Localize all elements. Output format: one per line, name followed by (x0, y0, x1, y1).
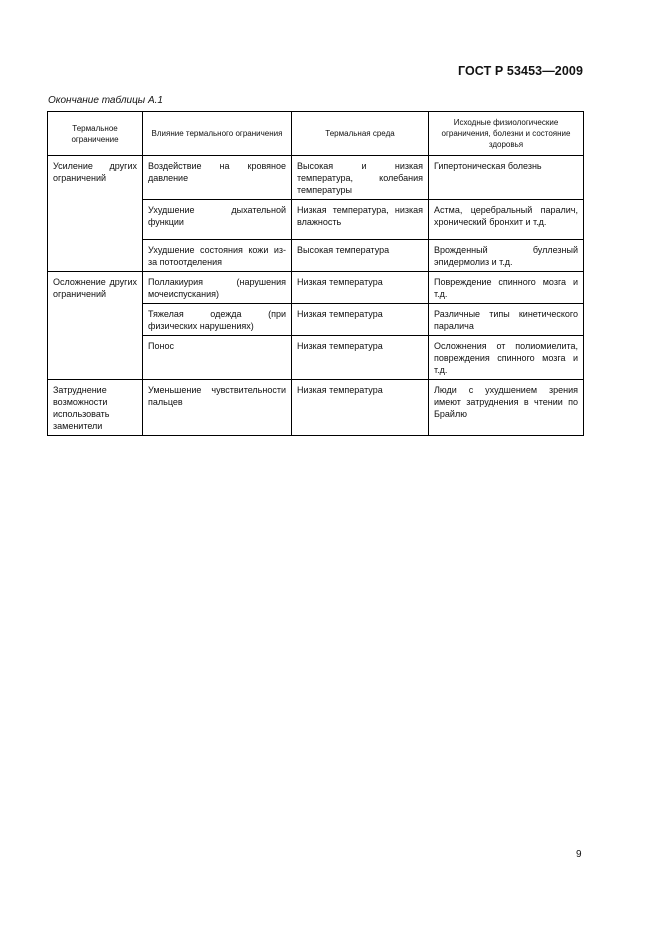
data-table (47, 111, 584, 436)
cell-effect: Тяжелая одежда (при физических нарушениях) (143, 304, 292, 336)
header-thermal-limitation: Термальное ограничение (48, 112, 143, 156)
cell-environment: Низкая температура (292, 336, 429, 380)
cell-limitation: Затруднение возможности использовать заменители (48, 380, 143, 436)
table-row (48, 156, 584, 200)
cell-limitation: Усиление других ограничений (48, 156, 143, 272)
cell-environment: Низкая температура (292, 304, 429, 336)
page-number: 9 (576, 849, 582, 860)
cell-effect: Понос (143, 336, 292, 380)
cell-environment: Высокая температура (292, 240, 429, 272)
cell-condition: Врожденный буллезный эпидермолиз и т.д. (429, 240, 584, 272)
cell-environment: Низкая температура (292, 272, 429, 304)
cell-effect: Воздействие на кровяное давление (143, 156, 292, 200)
cell-limitation: Осложнение других ограничений (48, 272, 143, 380)
header-thermal-environment: Термальная среда (292, 112, 429, 156)
cell-condition: Различные типы кинетического паралича (429, 304, 584, 336)
cell-effect: Ухудшение дыхательной функции (143, 200, 292, 240)
cell-condition: Люди с ухудшением зрения имеют затруднения в чтении по Брайлю (429, 380, 584, 436)
table-row (48, 380, 584, 436)
cell-condition: Повреждение спинного мозга и т.д. (429, 272, 584, 304)
cell-condition: Гипертоническая болезнь (429, 156, 584, 200)
table-row (48, 272, 584, 304)
table-header-row (48, 112, 584, 156)
document-title: ГОСТ Р 53453—2009 (457, 64, 583, 78)
cell-environment: Низкая температура, низкая влажность (292, 200, 429, 240)
cell-condition: Астма, церебральный паралич, хронический бронхит и т.д. (429, 200, 584, 240)
header-thermal-effect: Влияние термального ограничения (143, 112, 292, 156)
header-physiological-condition: Исходные физиологические ограничения, болезни и состояние здоровья (429, 112, 584, 156)
cell-environment: Высокая и низкая температура, колебания температуры (292, 156, 429, 200)
cell-effect: Поллакиурия (нарушения мочеиспускания) (143, 272, 292, 304)
table-caption: Окончание таблицы А.1 (48, 95, 163, 106)
cell-effect: Уменьшение чувствительности пальцев (143, 380, 292, 436)
cell-condition: Осложнения от полиомиелита, повреждения спинного мозга и т.д. (429, 336, 584, 380)
cell-environment: Низкая температура (292, 380, 429, 436)
cell-effect: Ухудшение состояния кожи из-за потоотделения (143, 240, 292, 272)
